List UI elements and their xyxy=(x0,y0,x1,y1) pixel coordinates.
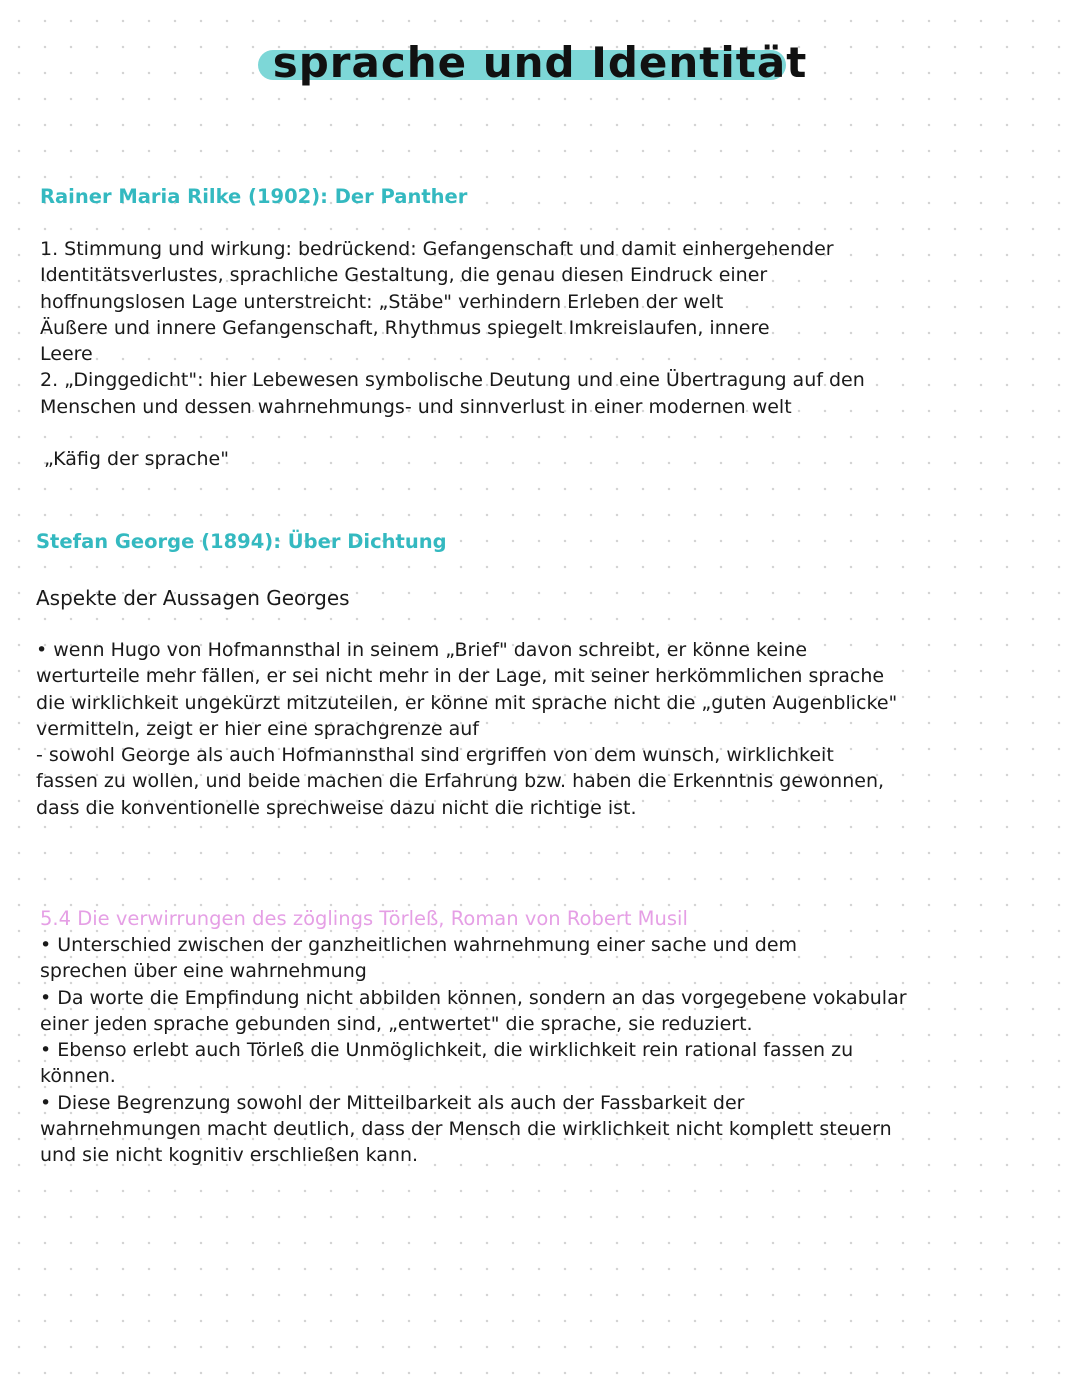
rilke-line: Identitätsverlustes, sprachliche Gestaltung, die genau diesen Eindruck einer xyxy=(40,264,768,287)
george-section xyxy=(36,529,1026,821)
rilke-line: hoffnungslosen Lage unterstreicht: „Stäbe" verhindern Erleben der welt xyxy=(40,290,724,313)
rilke-line: Menschen und dessen wahrnehmungs- und sinnverlust in einer modernen welt xyxy=(40,395,792,418)
musil-line: • Ebenso erlebt auch Törleß die Unmöglichkeit, die wirklichkeit rein rational fassen zu xyxy=(40,1039,854,1062)
rilke-line: Leere xyxy=(40,343,93,366)
rilke-section xyxy=(40,184,1030,472)
page-title: sprache und Identität xyxy=(272,38,808,87)
rilke-heading: Rainer Maria Rilke (1902): Der Panther xyxy=(40,185,468,208)
musil-line: • Da worte die Empfindung nicht abbilden können, sondern an das vorgegebene vokabular xyxy=(40,986,907,1009)
rilke-line: Äußere und innere Gefangenschaft, Rhythmus spiegelt Imkreislaufen, innere xyxy=(40,316,770,339)
george-line: - sowohl George als auch Hofmannsthal sind ergriffen von dem wunsch, wirklichkeit xyxy=(36,744,834,767)
title-area xyxy=(0,38,1080,87)
musil-section xyxy=(40,906,1030,1169)
musil-line: können. xyxy=(40,1065,116,1088)
musil-line: wahrnehmungen macht deutlich, dass der Mensch die wirklichkeit nicht komplett steuern xyxy=(40,1118,892,1141)
musil-line: • Diese Begrenzung sowohl der Mitteilbarkeit als auch der Fassbarkeit der xyxy=(40,1091,745,1114)
george-line: werturteile mehr fällen, er sei nicht mehr in der Lage, mit seiner herkömmlichen sprache xyxy=(36,665,885,688)
george-line: dass die konventionelle sprechweise dazu nicht die richtige ist. xyxy=(36,796,637,819)
rilke-line: 1. Stimmung und wirkung: bedrückend: Gefangenschaft und damit einhergehender xyxy=(40,238,834,260)
george-subheading: Aspekte der Aussagen Georges xyxy=(36,586,350,610)
george-line: vermitteln, zeigt er hier eine sprachgrenze auf xyxy=(36,717,479,740)
musil-line: einer jeden sprache gebunden sind, „entwertet" die sprache, sie reduziert. xyxy=(40,1012,753,1035)
musil-line: sprechen über eine wahrnehmung xyxy=(40,960,367,983)
rilke-line: 2. „Dinggedicht": hier Lebewesen symbolische Deutung und eine Übertragung auf den xyxy=(40,369,865,392)
george-heading: Stefan George (1894): Über Dichtung xyxy=(36,530,447,553)
george-line: fassen zu wollen, und beide machen die Erfahrung bzw. haben die Erkenntnis gewonnen, xyxy=(36,770,885,793)
musil-line: • Unterschied zwischen der ganzheitlichen wahrnehmung einer sache und dem xyxy=(40,934,798,956)
george-line: • wenn Hugo von Hofmannsthal in seinem „Brief" davon schreibt, er könne keine xyxy=(36,639,808,661)
musil-heading: 5.4 Die verwirrungen des zöglings Törleß, Roman von Robert Musil xyxy=(40,907,688,930)
george-line: die wirklichkeit ungekürzt mitzuteilen, er könne mit sprache nicht die „guten Augenblicke" xyxy=(36,691,898,714)
rilke-quote: „Käfig der sprache" xyxy=(44,448,229,471)
musil-line: und sie nicht kognitiv erschließen kann. xyxy=(40,1144,419,1167)
